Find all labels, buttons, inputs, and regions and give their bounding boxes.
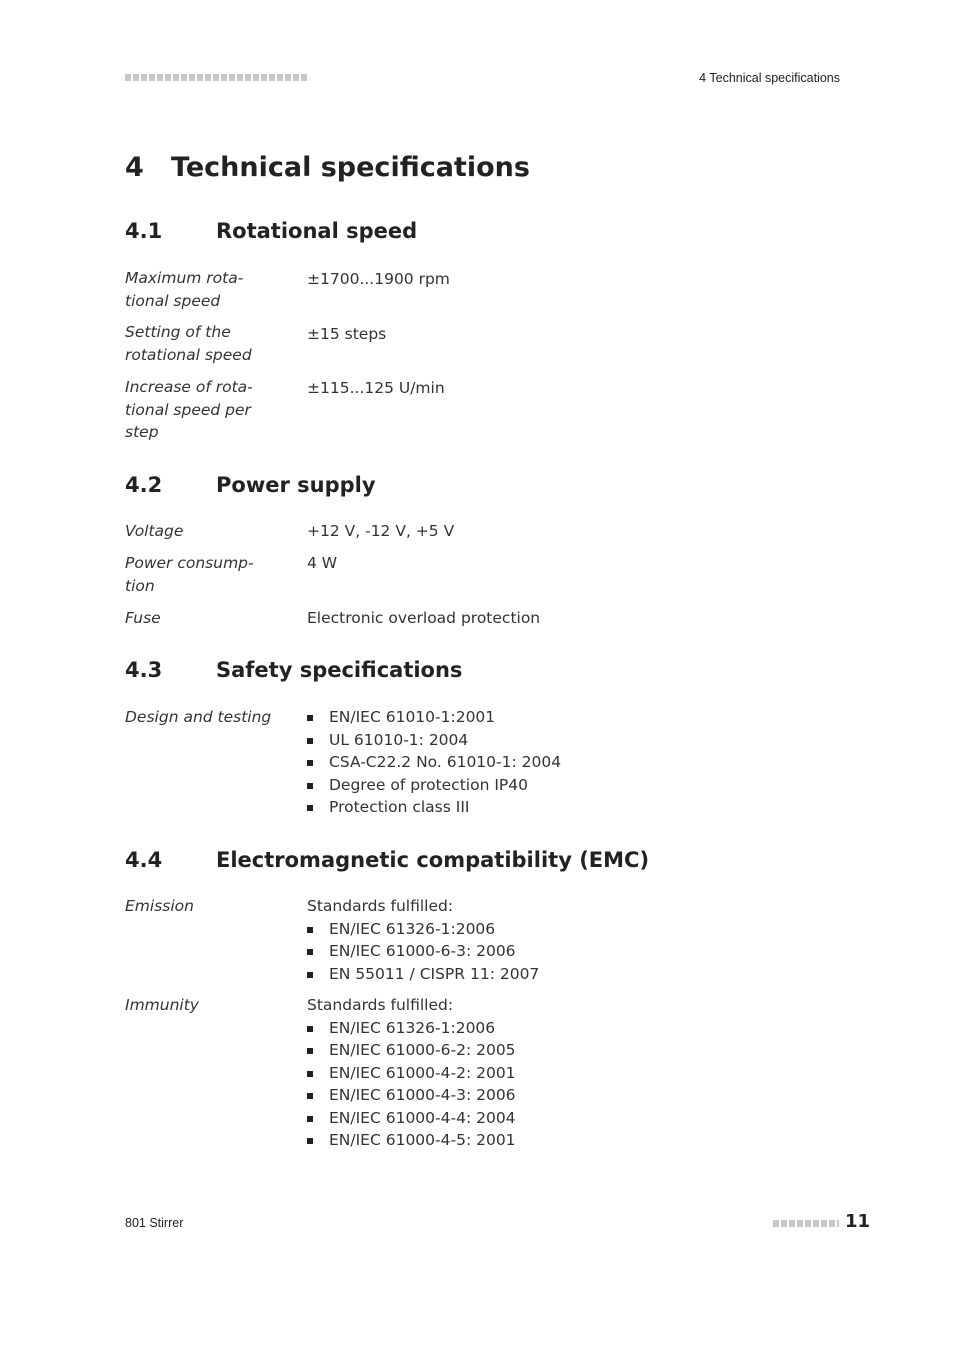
bullet-icon — [307, 760, 313, 766]
section-number: 4.1 — [125, 219, 163, 243]
footer-product-name: 801 Stirrer — [125, 1216, 184, 1230]
section-heading-rotational-speed — [125, 219, 417, 243]
emission-intro: Standards fulfilled: — [307, 897, 454, 915]
spec-value-voltage: +12 V, -12 V, +5 V — [307, 522, 455, 540]
section-number: 4.4 — [125, 848, 163, 872]
bullet-icon — [307, 783, 313, 789]
list-item — [307, 1107, 516, 1130]
list-item-text: EN/IEC 61010-1:2001 — [329, 708, 496, 726]
list-item-text: EN 55011 / CISPR 11: 2007 — [329, 964, 540, 983]
list-item — [307, 1084, 516, 1107]
emission-standards-list — [307, 918, 539, 986]
spec-label-speed-setting: Setting of the rotational speed — [125, 323, 252, 364]
list-item-text: Protection class III — [329, 798, 470, 816]
safety-standards-list — [307, 706, 561, 819]
list-item — [307, 940, 539, 963]
list-item — [307, 1129, 516, 1152]
spec-label-speed-increase: Increase of rota- tional speed per step — [125, 378, 253, 441]
chapter-title: Technical specifications — [171, 152, 530, 183]
spec-value-speed-increase: ±115...125 U/min — [307, 379, 445, 397]
spec-value-power-consumption: 4 W — [307, 554, 338, 572]
immunity-intro: Standards fulfilled: — [307, 996, 454, 1014]
list-item — [307, 774, 561, 797]
bullet-icon — [307, 1116, 313, 1122]
list-item-text: EN/IEC 61000-6-3: 2006 — [329, 942, 516, 960]
chapter-heading — [125, 152, 530, 183]
spec-label-design-testing: Design and testing — [125, 708, 272, 726]
bullet-icon — [307, 927, 313, 933]
list-item — [307, 706, 561, 729]
header-decoration — [125, 74, 307, 81]
list-item-text: EN/IEC 61000-4-5: 2001 — [329, 1131, 516, 1149]
list-item-text: EN/IEC 61000-4-3: 2006 — [329, 1086, 516, 1104]
bullet-icon — [307, 1071, 313, 1077]
list-item-text: Degree of protection IP40 — [329, 775, 528, 794]
section-number: 4.3 — [125, 658, 163, 682]
spec-value-speed-setting: ±15 steps — [307, 325, 387, 343]
bullet-icon — [307, 1093, 313, 1099]
section-heading-safety — [125, 658, 462, 682]
list-item — [307, 796, 561, 819]
list-item — [307, 1039, 516, 1062]
spec-value-max-speed: ±1700...1900 rpm — [307, 270, 450, 288]
list-item-text: UL 61010-1: 2004 — [329, 730, 469, 749]
list-item-text: EN/IEC 61326-1:2006 — [329, 1018, 496, 1037]
bullet-icon — [307, 805, 313, 811]
list-item — [307, 963, 539, 986]
bullet-icon — [307, 715, 313, 721]
spec-label-power-consumption: Power consump- tion — [125, 554, 254, 595]
list-item — [307, 729, 561, 752]
bullet-icon — [307, 1026, 313, 1032]
section-title: Safety specifications — [216, 658, 463, 682]
list-item — [307, 1062, 516, 1085]
section-title: Power supply — [216, 473, 376, 497]
list-item-text: EN/IEC 61000-6-2: 2005 — [329, 1041, 516, 1059]
section-title: Electromagnetic compatibility (EMC) — [216, 848, 650, 872]
running-header: 4 Technical specifications — [699, 71, 840, 85]
list-item — [307, 918, 539, 941]
spec-label-immunity: Immunity — [125, 996, 199, 1014]
immunity-standards-list — [307, 1017, 516, 1152]
list-item — [307, 751, 561, 774]
list-item-text: CSA-C22.2 No. 61010-1: 2004 — [329, 753, 562, 771]
list-item-text: EN/IEC 61326-1:2006 — [329, 919, 496, 938]
list-item — [307, 1017, 516, 1040]
spec-label-voltage: Voltage — [125, 522, 184, 540]
bullet-icon — [307, 972, 313, 978]
section-heading-power-supply — [125, 473, 376, 497]
section-heading-emc — [125, 848, 649, 872]
list-item-text: EN/IEC 61000-4-4: 2004 — [329, 1108, 516, 1127]
bullet-icon — [307, 738, 313, 744]
bullet-icon — [307, 1048, 313, 1054]
bullet-icon — [307, 949, 313, 955]
spec-value-fuse: Electronic overload protection — [307, 609, 541, 627]
section-title: Rotational speed — [216, 219, 418, 243]
spec-label-emission: Emission — [125, 897, 194, 915]
list-item-text: EN/IEC 61000-4-2: 2001 — [329, 1063, 516, 1082]
bullet-icon — [307, 1138, 313, 1144]
spec-label-max-speed: Maximum rota- tional speed — [125, 269, 244, 310]
footer-decoration — [773, 1220, 839, 1227]
page-number: 11 — [845, 1211, 871, 1232]
spec-label-fuse: Fuse — [125, 609, 161, 627]
section-number: 4.2 — [125, 473, 163, 497]
chapter-number: 4 — [125, 152, 144, 183]
